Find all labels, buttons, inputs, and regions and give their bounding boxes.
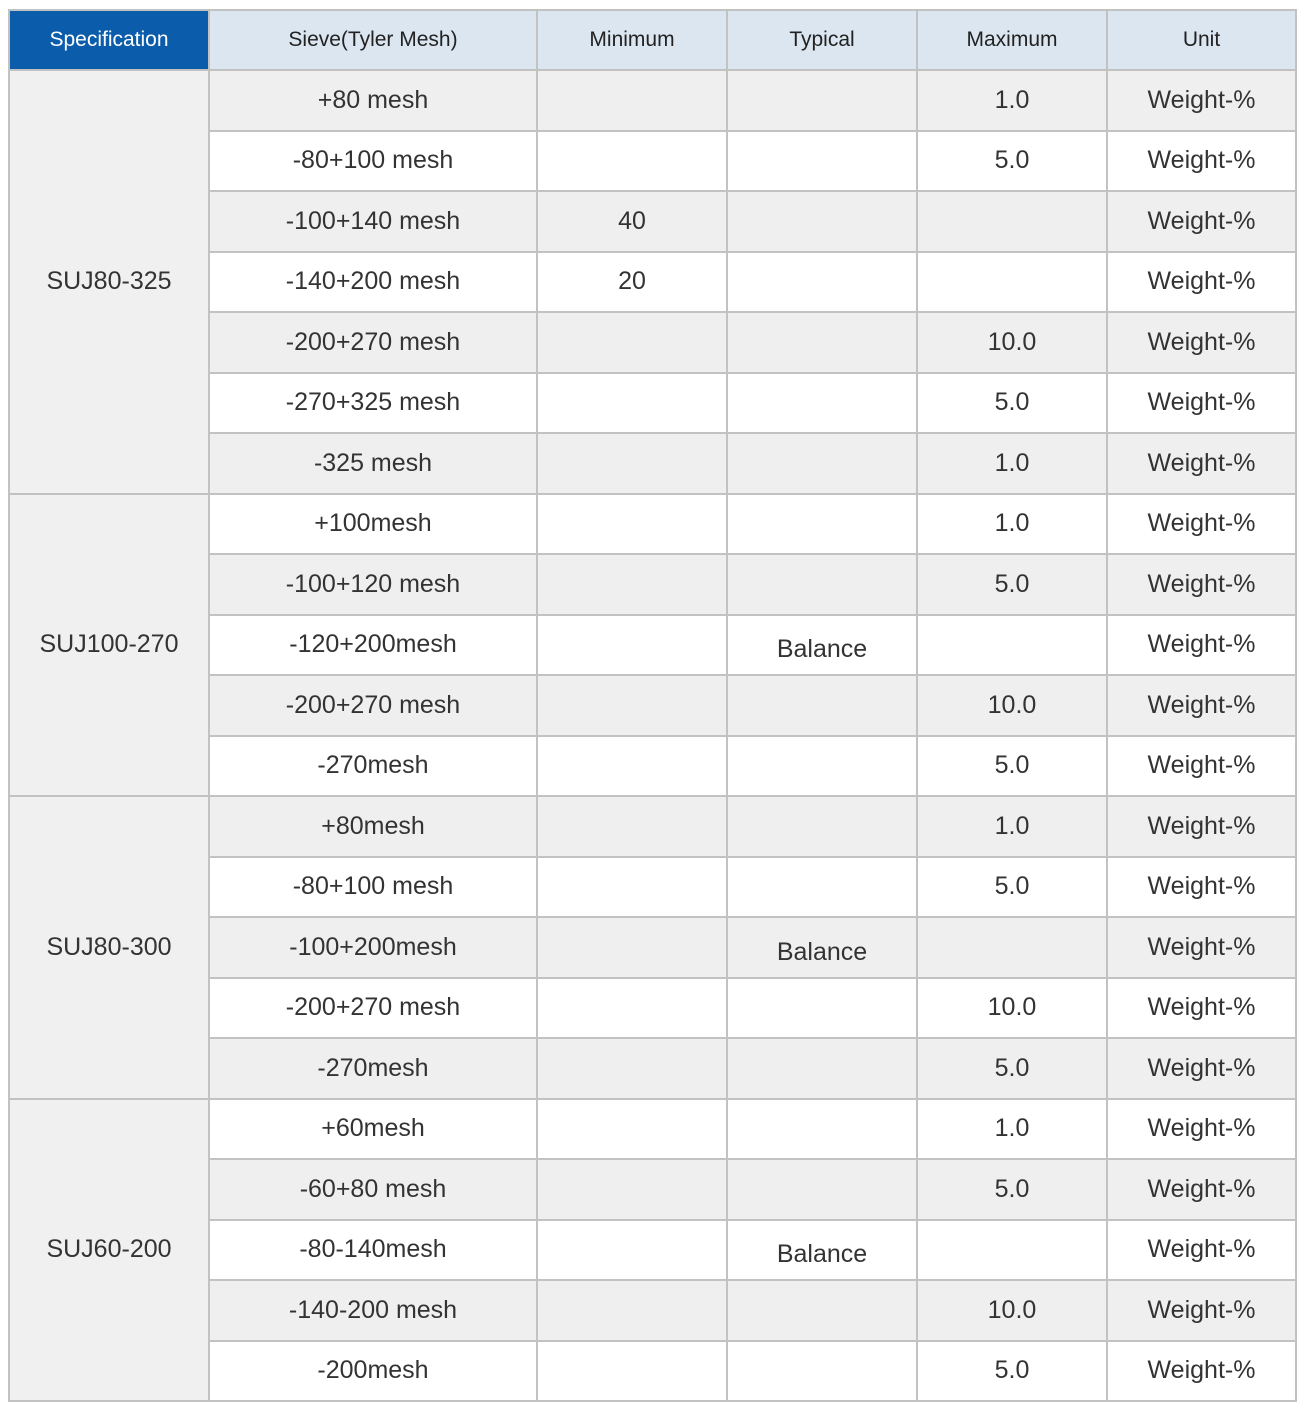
typical-cell [727,554,917,615]
maximum-cell [917,917,1107,978]
typical-cell [727,736,917,797]
minimum-cell [537,1038,727,1099]
unit-cell: Weight-% [1107,1038,1296,1099]
sieve-header: Sieve(Tyler Mesh) [209,10,537,70]
sieve-cell: +80 mesh [209,70,537,131]
typical-cell [727,191,917,252]
maximum-cell: 5.0 [917,554,1107,615]
minimum-cell [537,433,727,494]
minimum-cell: 20 [537,252,727,313]
unit-cell: Weight-% [1107,736,1296,797]
typical-cell [727,312,917,373]
maximum-cell: 1.0 [917,796,1107,857]
sieve-cell: -100+120 mesh [209,554,537,615]
typical-cell [727,675,917,736]
minimum-cell [537,1099,727,1160]
maximum-cell: 5.0 [917,131,1107,192]
sieve-cell: +100mesh [209,494,537,555]
maximum-cell [917,1220,1107,1281]
minimum-cell [537,1341,727,1402]
sieve-cell: -200+270 mesh [209,978,537,1039]
minimum-cell [537,494,727,555]
minimum-cell [537,1280,727,1341]
typical-cell [727,857,917,918]
sieve-cell: -80+100 mesh [209,857,537,918]
typical-cell [727,796,917,857]
unit-cell: Weight-% [1107,554,1296,615]
minimum-cell [537,1159,727,1220]
typical-cell [727,1099,917,1160]
unit-cell: Weight-% [1107,191,1296,252]
maximum-cell [917,252,1107,313]
minimum-cell [537,917,727,978]
unit-cell: Weight-% [1107,978,1296,1039]
unit-cell: Weight-% [1107,675,1296,736]
minimum-cell [537,312,727,373]
sieve-cell: +60mesh [209,1099,537,1160]
specification-cell: SUJ100-270 [9,494,209,797]
minimum-cell [537,554,727,615]
typical-cell [727,70,917,131]
typical-cell [727,494,917,555]
maximum-cell: 5.0 [917,736,1107,797]
typical-cell [727,1220,917,1281]
sieve-cell: -140-200 mesh [209,1280,537,1341]
sieve-cell: -200mesh [209,1341,537,1402]
typical-cell [727,917,917,978]
minimum-cell [537,978,727,1039]
minimum-cell [537,1220,727,1281]
maximum-cell: 1.0 [917,433,1107,494]
sieve-cell: -200+270 mesh [209,312,537,373]
typical-cell [727,373,917,434]
sieve-cell: -270+325 mesh [209,373,537,434]
maximum-cell: 1.0 [917,494,1107,555]
specification-table [8,9,1297,1402]
unit-header: Unit [1107,10,1296,70]
minimum-cell [537,736,727,797]
unit-cell: Weight-% [1107,1099,1296,1160]
maximum-cell: 10.0 [917,312,1107,373]
maximum-cell: 10.0 [917,675,1107,736]
sieve-cell: -100+200mesh [209,917,537,978]
typical-cell [727,615,917,676]
maximum-cell [917,191,1107,252]
minimum-cell [537,373,727,434]
minimum-cell [537,70,727,131]
unit-cell: Weight-% [1107,857,1296,918]
unit-cell: Weight-% [1107,615,1296,676]
minimum-cell [537,675,727,736]
table-row [9,70,1296,131]
maximum-cell: 5.0 [917,1341,1107,1402]
sieve-cell: -270mesh [209,736,537,797]
unit-cell: Weight-% [1107,1280,1296,1341]
typical-cell [727,1280,917,1341]
typical-value: Balance [776,635,868,664]
sieve-cell: -80-140mesh [209,1220,537,1281]
minimum-cell [537,796,727,857]
unit-cell: Weight-% [1107,252,1296,313]
sieve-cell: -120+200mesh [209,615,537,676]
typical-value: Balance [776,937,868,966]
unit-cell: Weight-% [1107,796,1296,857]
specification-header: Specification [9,10,209,70]
table-row [9,796,1296,857]
sieve-cell: -200+270 mesh [209,675,537,736]
maximum-cell: 5.0 [917,857,1107,918]
unit-cell: Weight-% [1107,131,1296,192]
sieve-cell: -80+100 mesh [209,131,537,192]
maximum-cell: 1.0 [917,1099,1107,1160]
minimum-cell [537,615,727,676]
maximum-cell: 10.0 [917,978,1107,1039]
specification-cell: SUJ80-325 [9,70,209,494]
maximum-cell [917,615,1107,676]
unit-cell: Weight-% [1107,312,1296,373]
sieve-cell: -140+200 mesh [209,252,537,313]
maximum-header: Maximum [917,10,1107,70]
table-row [9,1099,1296,1160]
minimum-cell: 40 [537,191,727,252]
specification-cell: SUJ60-200 [9,1099,209,1402]
minimum-cell [537,131,727,192]
minimum-cell [537,857,727,918]
typical-cell [727,1038,917,1099]
maximum-cell: 10.0 [917,1280,1107,1341]
typical-cell [727,131,917,192]
unit-cell: Weight-% [1107,373,1296,434]
typical-cell [727,1341,917,1402]
unit-cell: Weight-% [1107,1341,1296,1402]
sieve-cell: -60+80 mesh [209,1159,537,1220]
maximum-cell: 5.0 [917,1159,1107,1220]
sieve-cell: -270mesh [209,1038,537,1099]
unit-cell: Weight-% [1107,70,1296,131]
unit-cell: Weight-% [1107,917,1296,978]
minimum-header: Minimum [537,10,727,70]
unit-cell: Weight-% [1107,433,1296,494]
typical-cell [727,978,917,1039]
unit-cell: Weight-% [1107,1159,1296,1220]
maximum-cell: 1.0 [917,70,1107,131]
typical-cell [727,433,917,494]
typical-cell [727,1159,917,1220]
header-row [9,10,1296,70]
typical-header: Typical [727,10,917,70]
maximum-cell: 5.0 [917,1038,1107,1099]
unit-cell: Weight-% [1107,494,1296,555]
typical-cell [727,252,917,313]
typical-value: Balance [776,1240,868,1269]
table-row [9,494,1296,555]
table-body [9,70,1296,1401]
sieve-cell: -325 mesh [209,433,537,494]
unit-cell: Weight-% [1107,1220,1296,1281]
sieve-cell: -100+140 mesh [209,191,537,252]
specification-cell: SUJ80-300 [9,796,209,1099]
sieve-cell: +80mesh [209,796,537,857]
maximum-cell: 5.0 [917,373,1107,434]
